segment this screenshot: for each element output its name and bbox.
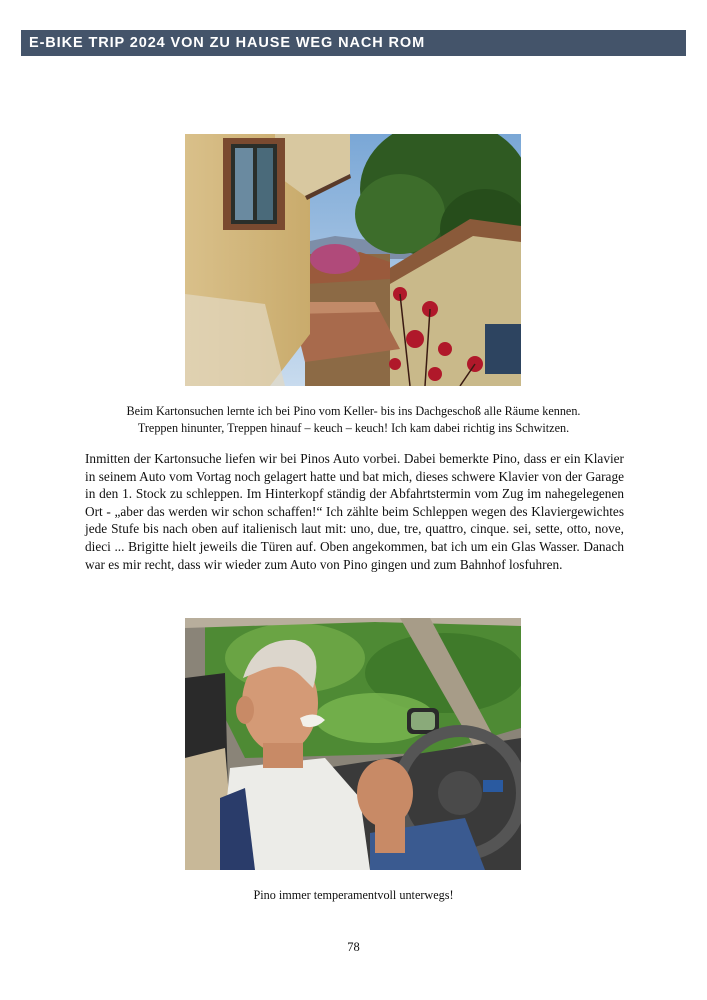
village-photo-caption (60, 403, 647, 437)
caption-line: Beim Kartonsuchen lernte ich bei Pino vom Keller- bis ins Dachgeschoß alle Räume kennen. (126, 404, 581, 418)
page-header (21, 30, 686, 56)
page-number: 78 (347, 940, 360, 954)
caption-line: Treppen hinunter, Treppen hinauf – keuch – keuch! Ich kam dabei richtig ins Schwitzen. (137, 421, 570, 435)
page-header-title: E-BIKE TRIP 2024 VON ZU HAUSE WEG NACH ROM (29, 35, 426, 51)
driver-photo (185, 618, 521, 870)
village-photo (185, 134, 521, 386)
body-paragraph: Inmitten der Kartonsuche liefen wir bei Pinos Auto vorbei. Dabei bemerkte Pino, dass er ein Klavier in seinem Auto vom Vortag noch gelagert hatte und bat mich, dieses schwere Klavier von der Garage in den 1. Stock zu schleppen. Im Hinterkopf ständig der Abfahrtstermin vom Zug im nahegelegenen Ort - „aber das werden wir schon schaffen!“ Ich zählte beim Schleppen wegen des Klaviergewichtes jede Stufe bis nach oben auf italienisch laut mit: uno, due, tre, quattro, cinque. sei, sette, otto, nove, dieci ... Brigitte hielt jeweils die Türen auf. Oben angekommen, bat ich um ein Glas Wasser. Danach war es mir recht, dass wir wieder zum Auto von Pino gingen und zum Bahnhof losfuhren. (85, 451, 624, 572)
driver-photo-caption (60, 887, 647, 904)
caption-line: Pino immer temperamentvoll unterwegs! (253, 888, 454, 902)
